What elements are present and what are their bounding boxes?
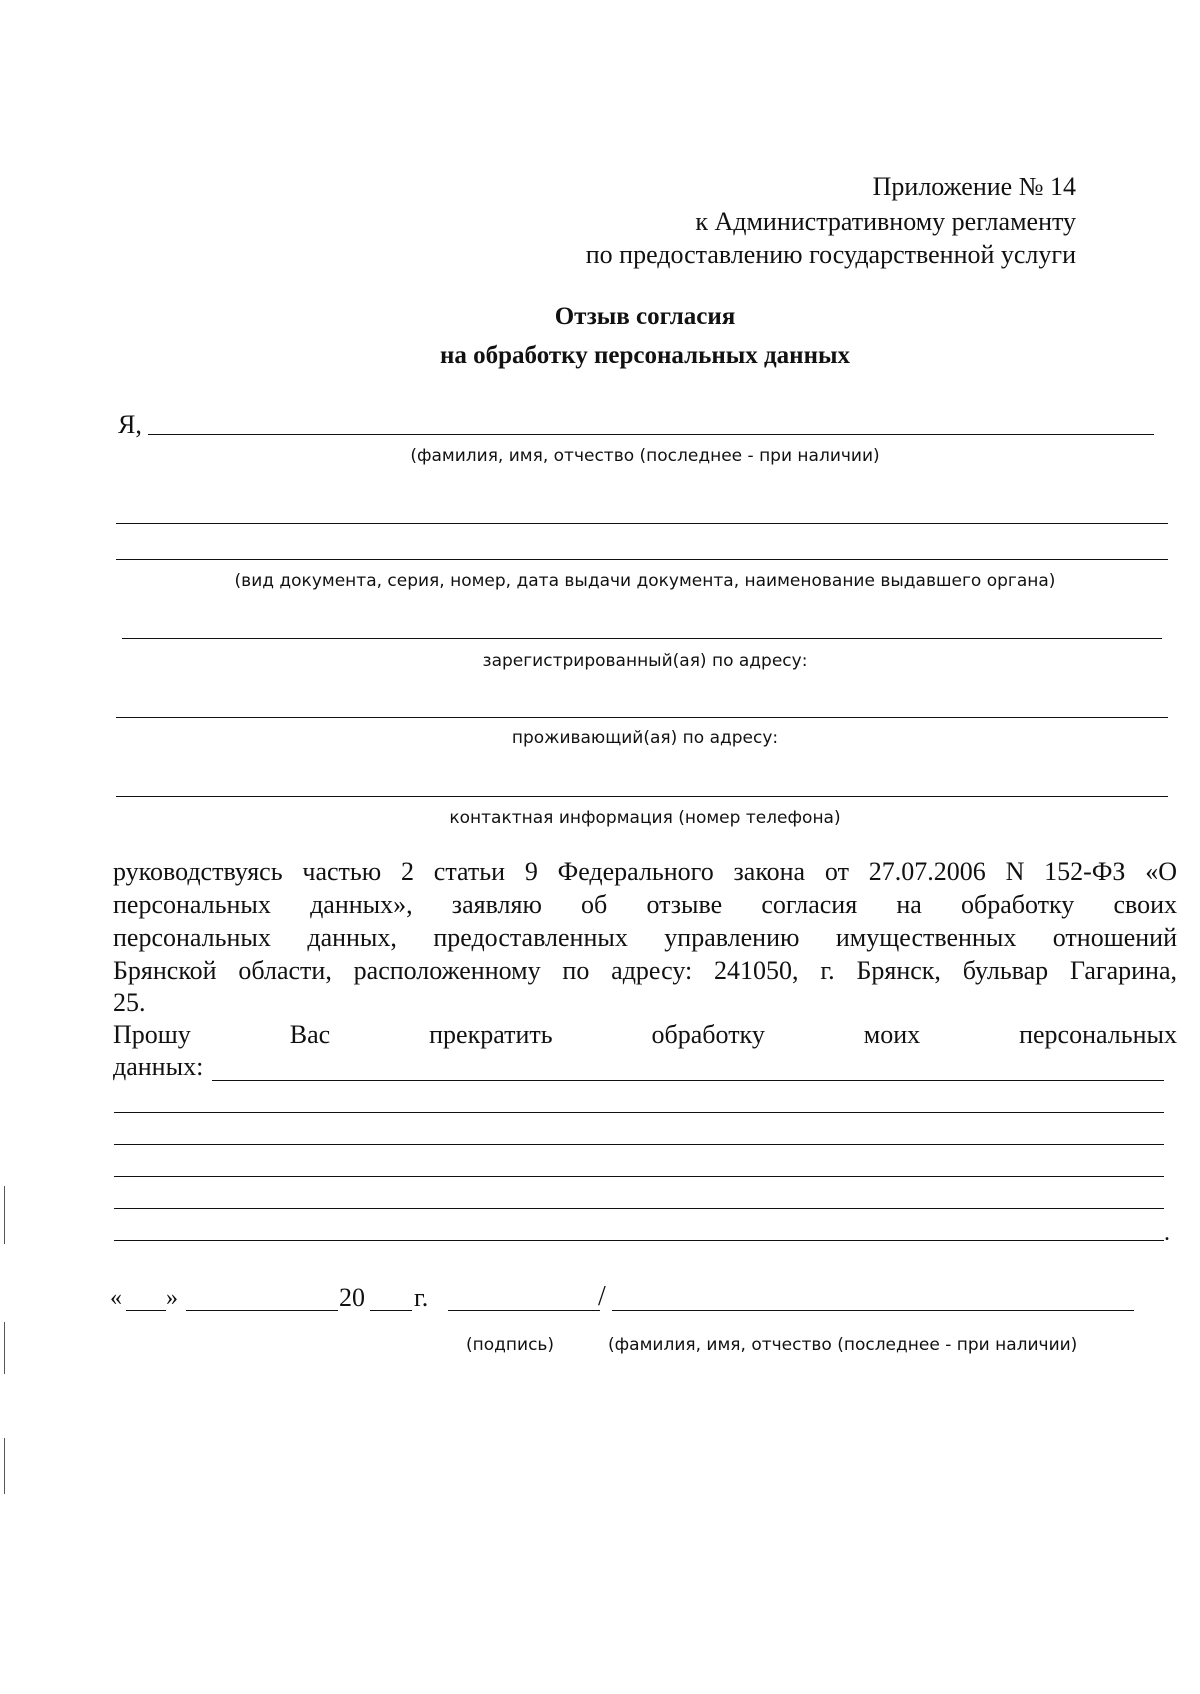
margin-mark-1 (4, 1186, 5, 1244)
date-month-line[interactable] (186, 1310, 338, 1311)
body-line-6: Прошу Вас прекратить обработку моих персональных (113, 1020, 1177, 1049)
signature-fio-line[interactable] (612, 1310, 1134, 1311)
living-address-caption: проживающий(ая) по адресу: (511, 728, 779, 748)
data-input-line-6[interactable] (114, 1240, 1164, 1241)
fio-input-line[interactable] (148, 434, 1154, 435)
document-subtitle: на обработку персональных данных (440, 342, 850, 369)
registered-address-caption: зарегистрированный(ая) по адресу: (482, 651, 808, 671)
data-input-line-4[interactable] (114, 1176, 1164, 1177)
appendix-regulation: к Административному регламенту (695, 207, 1076, 236)
living-address-line[interactable] (116, 717, 1168, 718)
date-year-line[interactable] (370, 1310, 412, 1311)
date-year-suffix: г. (414, 1283, 429, 1312)
fio-caption: (фамилия, имя, отчество (последнее - при наличии) (410, 446, 880, 466)
data-input-line-3[interactable] (114, 1144, 1164, 1145)
signature-slash: / (598, 1281, 606, 1312)
document-input-line-1[interactable] (116, 523, 1168, 524)
signature-caption: (подпись) (466, 1335, 555, 1355)
document-input-line-2[interactable] (116, 559, 1168, 560)
data-label: данных: (113, 1052, 204, 1081)
contact-line[interactable] (116, 796, 1168, 797)
margin-mark-2 (4, 1322, 5, 1374)
date-close-quote: » (166, 1285, 178, 1311)
signature-line[interactable] (448, 1310, 600, 1311)
margin-mark-3 (4, 1438, 5, 1494)
appendix-number: Приложение № 14 (872, 172, 1076, 201)
date-day-line[interactable] (126, 1310, 166, 1311)
date-open-quote: « (110, 1285, 122, 1311)
body-line-4: Брянской области, расположенному по адресу: 241050, г. Брянск, бульвар Гагарина, (113, 956, 1177, 985)
data-input-line-2[interactable] (114, 1112, 1164, 1113)
data-end-period: . (1164, 1220, 1170, 1246)
ya-label: Я, (118, 410, 142, 439)
contact-caption: контактная информация (номер телефона) (449, 808, 841, 828)
body-line-3: персональных данных, предоставленных управлению имущественных отношений (113, 923, 1177, 952)
signature-fio-caption: (фамилия, имя, отчество (последнее - при наличии) (608, 1335, 1078, 1355)
data-input-line-5[interactable] (114, 1208, 1164, 1209)
body-line-2: персональных данных», заявляю об отзыве согласия на обработку своих (113, 890, 1177, 919)
registered-address-line[interactable] (122, 638, 1162, 639)
date-year-prefix: 20 (339, 1283, 365, 1312)
body-line-1: руководствуясь частью 2 статьи 9 Федерального закона от 27.07.2006 N 152-ФЗ «О (113, 857, 1177, 886)
body-line-5: 25. (113, 988, 146, 1017)
data-input-line-1[interactable] (212, 1080, 1164, 1081)
document-caption: (вид документа, серия, номер, дата выдачи документа, наименование выдавшего органа) (234, 571, 1056, 591)
appendix-service: по предоставлению государственной услуги (585, 240, 1076, 269)
document-title: Отзыв согласия (554, 303, 736, 330)
